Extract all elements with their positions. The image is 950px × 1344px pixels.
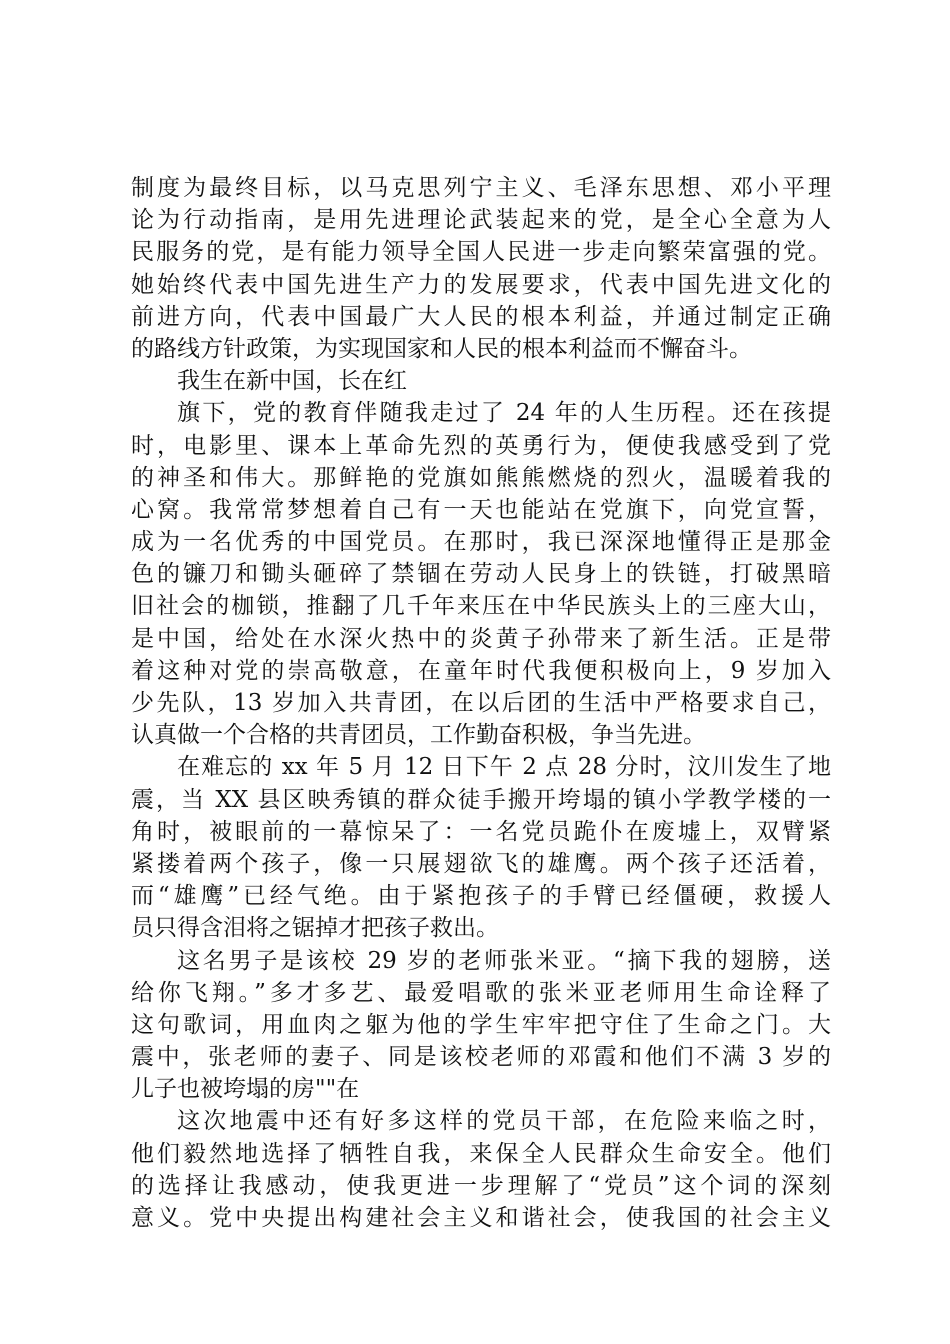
body-text [131, 172, 831, 1234]
text-line: 她始终代表中国先进生产力的发展要求，代表中国先进文化的 [131, 271, 831, 298]
text-line: 给你飞翔。”多才多艺、最爱唱歌的张米亚老师用生命诠释了 [131, 979, 831, 1006]
text-line: 制度为最终目标，以马克思列宁主义、毛泽东思想、邓小平理 [131, 175, 831, 201]
text-line: 员只得含泪将之锯掉才把孩子救出。 [131, 915, 499, 942]
text-line: 时，电影里、课本上革命先烈的英勇行为，便使我感受到了党 [131, 432, 831, 459]
text-line: 民服务的党，是有能力领导全国人民进一步走向繁荣富强的党。 [131, 239, 831, 266]
text-line: 色的镰刀和锄头砸碎了禁锢在劳动人民身上的铁链，打破黑暗 [131, 561, 831, 588]
text-line: 的路线方针政策，为实现国家和人民的根本利益而不懈奋斗。 [131, 335, 752, 362]
text-line: 这次地震中还有好多这样的党员干部，在危险来临之时， [177, 1108, 831, 1135]
text-line: 我生在新中国，长在红 [177, 368, 407, 395]
text-line: 角时，被眼前的一幕惊呆了：一名党员跪仆在废墟上，双臂紧 [131, 818, 831, 845]
text-line: 的选择让我感动，使我更进一步理解了“党员”这个词的深刻 [131, 1172, 831, 1199]
text-line: 着这种对党的崇高敬意，在童年时代我便积极向上，9 岁加入 [131, 657, 831, 684]
text-line: 儿子也被垮塌的房""在 [131, 1076, 360, 1103]
text-line: 认真做一个合格的共青团员，工作勤奋积极，争当先进。 [131, 722, 706, 749]
text-line: 震，当 XX 县区映秀镇的群众徒手搬开垮塌的镇小学教学楼的一 [131, 786, 831, 813]
text-line: 成为一名优秀的中国党员。在那时，我已深深地懂得正是那金 [131, 529, 831, 556]
text-line: 意义。党中央提出构建社会主义和谐社会，使我国的社会主义 [131, 1205, 831, 1231]
text-line: 少先队，13 岁加入共青团，在以后团的生活中严格要求自己， [131, 690, 831, 716]
text-line: 这名男子是该校 29 岁的老师张米亚。“摘下我的翅膀，送 [177, 947, 831, 974]
text-line: 旗下，党的教育伴随我走过了 24 年的人生历程。还在孩提 [177, 400, 831, 427]
text-line: 论为行动指南，是用先进理论武装起来的党，是全心全意为人 [131, 207, 831, 234]
text-line: 的神圣和伟大。那鲜艳的党旗如熊熊燃烧的烈火，温暖着我的 [131, 464, 831, 491]
text-line: 是中国，给处在水深火热中的炎黄子孙带来了新生活。正是带 [131, 625, 831, 652]
text-line: 他们毅然地选择了牺牲自我，来保全人民群众生命安全。他们 [131, 1140, 831, 1167]
text-line: 前进方向，代表中国最广大人民的根本利益，并通过制定正确 [131, 303, 831, 330]
text-line: 心窝。我常常梦想着自己有一天也能站在党旗下，向党宣誓， [131, 496, 831, 523]
text-line: 在难忘的 xx 年 5 月 12 日下午 2 点 28 分时，汶川发生了地 [177, 754, 831, 781]
text-line: 这句歌词，用血肉之躯为他的学生牢牢把守住了生命之门。大 [131, 1011, 831, 1038]
text-line: 而“雄鹰”已经气绝。由于紧抱孩子的手臂已经僵硬，救援人 [131, 883, 831, 910]
text-line: 震中，张老师的妻子、同是该校老师的邓霞和他们不满 3 岁的 [131, 1044, 831, 1071]
text-line: 旧社会的枷锁，推翻了几千年来压在中华民族头上的三座大山， [131, 593, 831, 620]
text-line: 紧搂着两个孩子，像一只展翅欲飞的雄鹰。两个孩子还活着， [131, 850, 831, 877]
